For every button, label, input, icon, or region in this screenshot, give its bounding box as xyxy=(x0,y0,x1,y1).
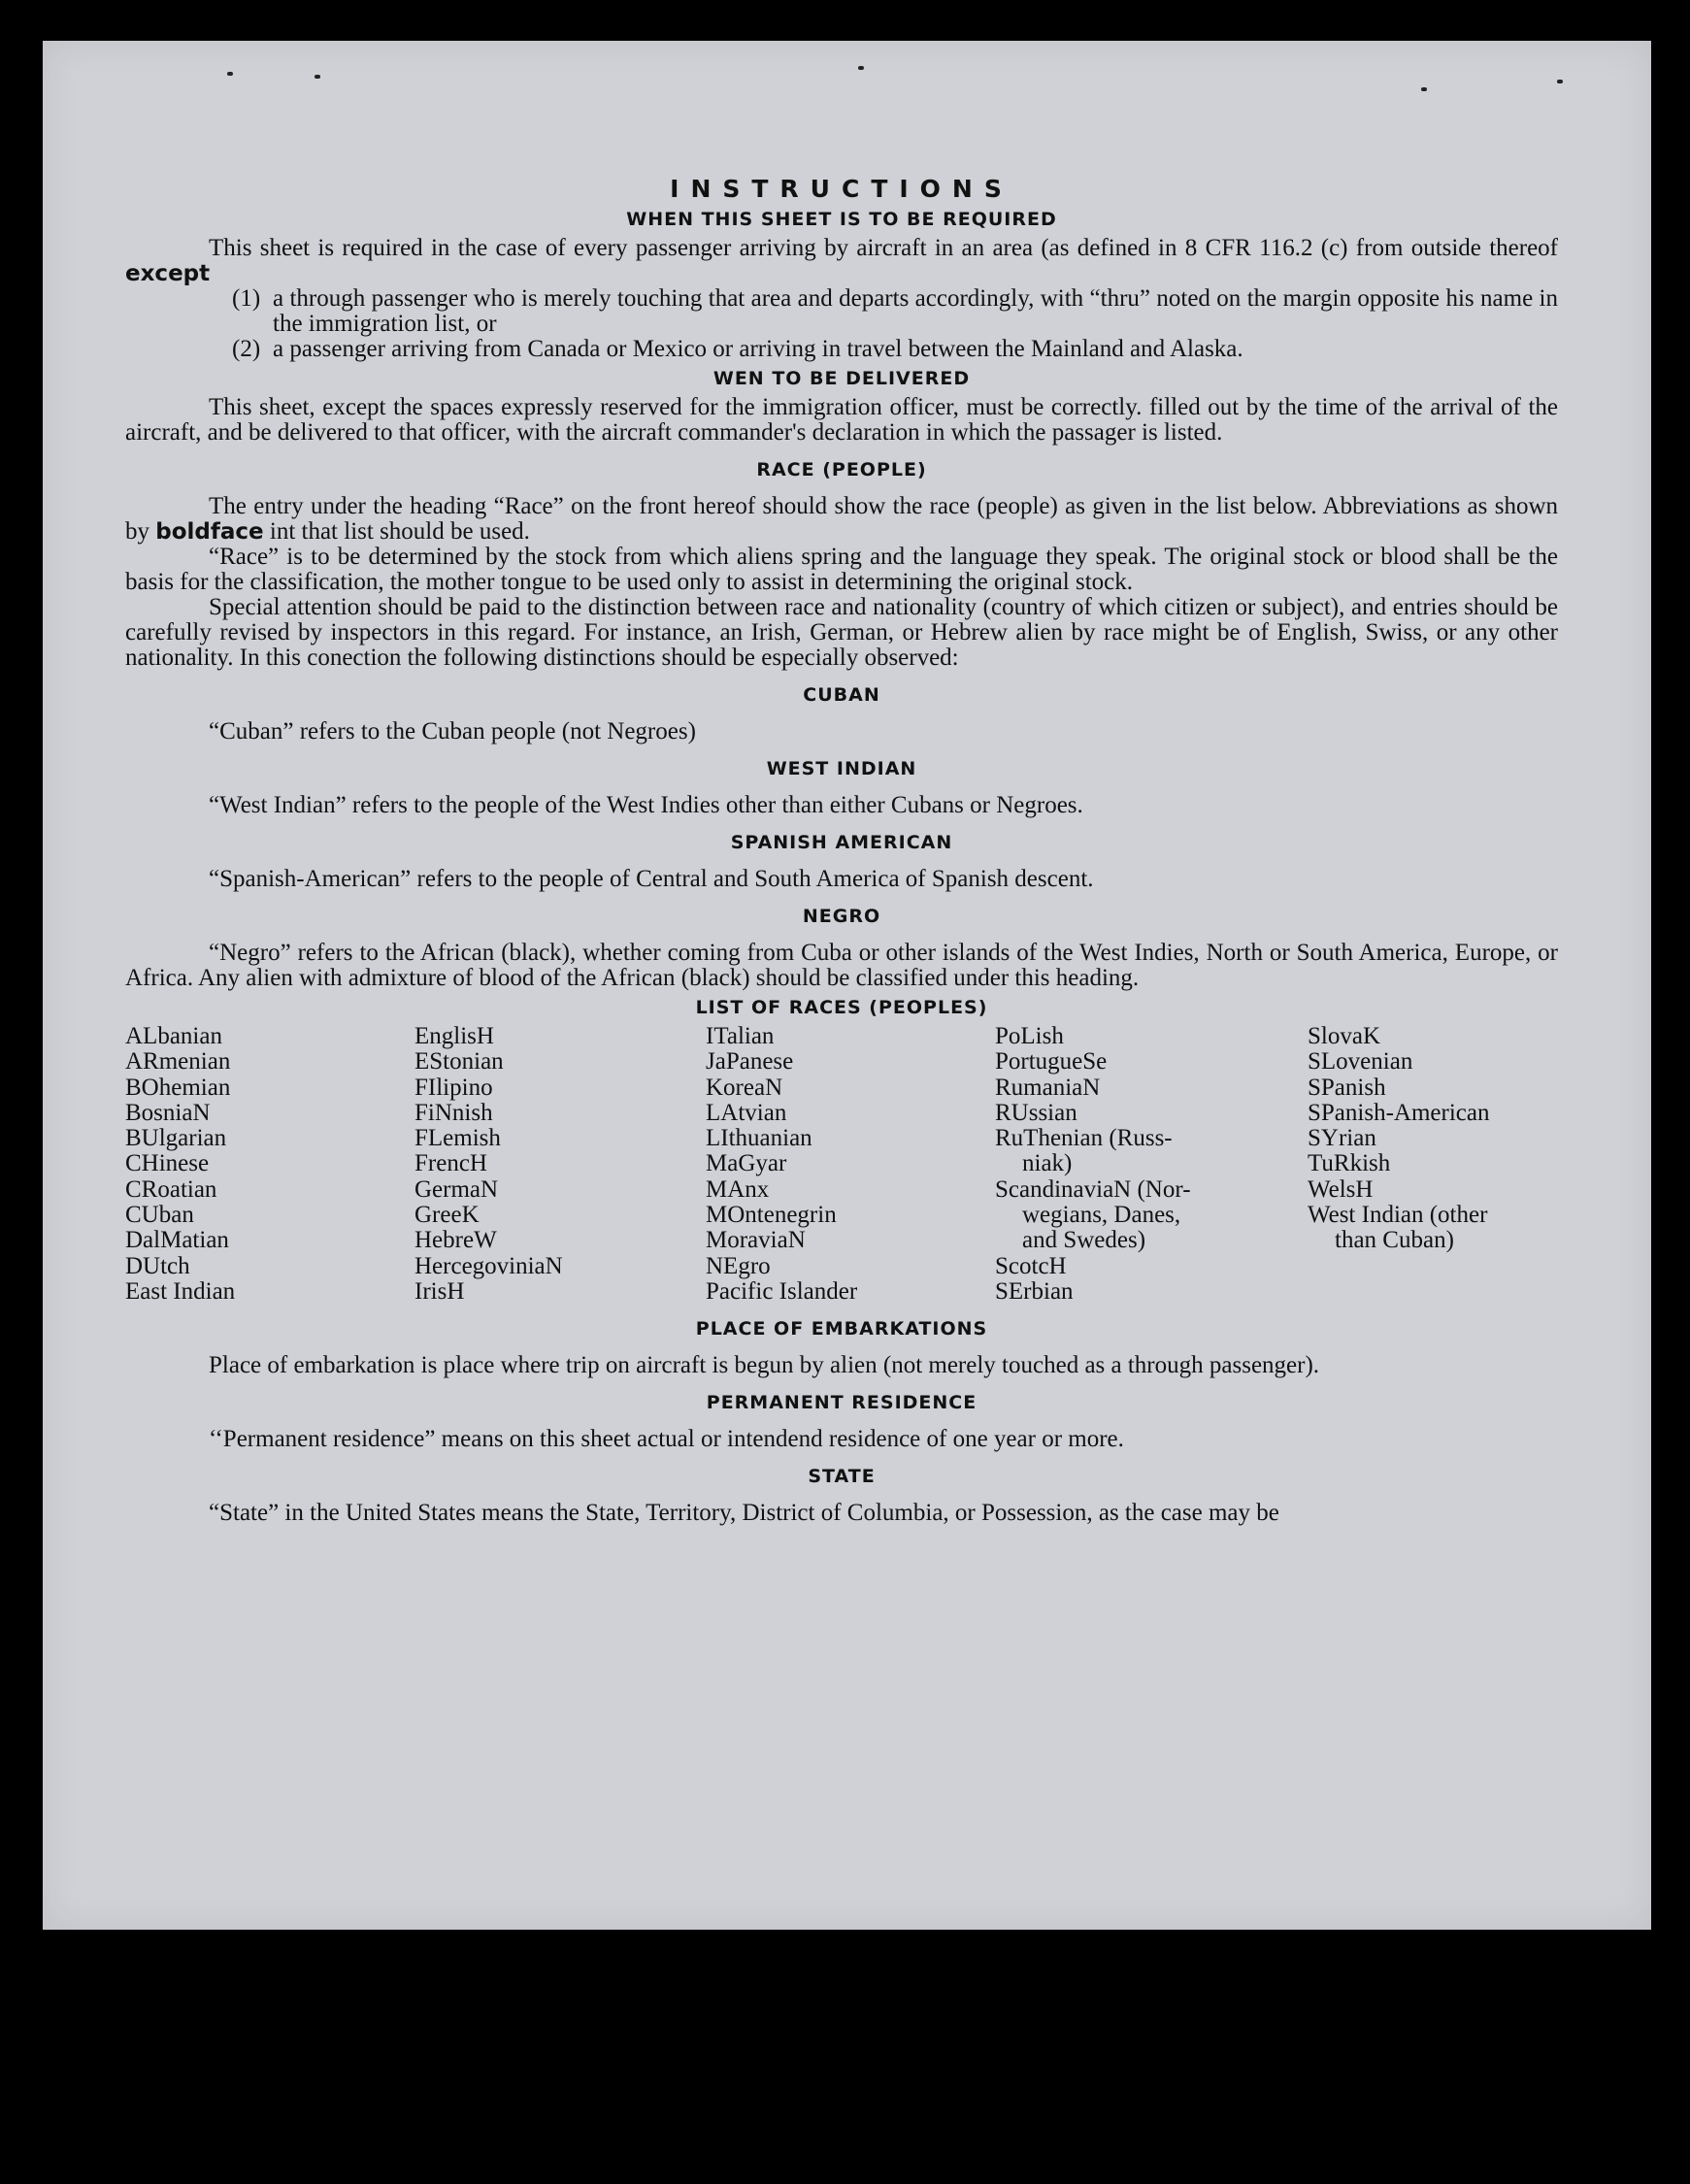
list-item: SErbian xyxy=(995,1277,1074,1305)
races-column-4 xyxy=(995,1024,1308,1305)
list-item: FrencH xyxy=(414,1150,487,1177)
list-item: BUlgarian xyxy=(125,1125,227,1152)
list-item: than Cuban) xyxy=(1335,1227,1454,1254)
document-sheet xyxy=(43,41,1651,1930)
list-item: CUban xyxy=(125,1202,194,1229)
list-item: PoLish xyxy=(995,1023,1064,1049)
heading-required: WHEN THIS SHEET IS TO BE REQUIRED xyxy=(626,209,1057,230)
list-item: HercegoviniaN xyxy=(414,1252,563,1279)
list-item: GermaN xyxy=(414,1175,499,1203)
list-item: BosniaN xyxy=(125,1099,211,1126)
race-text-c: int that list should be used. xyxy=(269,518,530,545)
scan-speck xyxy=(315,75,320,79)
list-item: RumaniaN xyxy=(995,1074,1101,1101)
list-item: SlovaK xyxy=(1308,1023,1380,1049)
race-paragraph-1 xyxy=(125,494,1558,545)
races-table xyxy=(125,1024,1558,1305)
scan-speck xyxy=(858,66,864,70)
list-item: CHinese xyxy=(125,1150,210,1177)
race-boldface: boldface xyxy=(155,519,264,545)
list-item: TuRkish xyxy=(1308,1150,1391,1177)
list-item xyxy=(125,286,1558,337)
list-item: WelsH xyxy=(1308,1175,1374,1203)
list-item: West Indian (other xyxy=(1308,1202,1488,1229)
heading-list-of-races: LIST OF RACES (PEOPLES) xyxy=(695,997,988,1018)
list-item: ITalian xyxy=(706,1023,775,1049)
list-item: ARmenian xyxy=(125,1048,231,1075)
negro-paragraph: “Negro” refers to the African (black), whether coming from Cuba or other islands of the West Indies, North or South America, Europe, or Africa. Any alien with admixture of blood of the African (black) should be classified under this heading. xyxy=(125,940,1558,991)
list-item: MOntenegrin xyxy=(706,1202,837,1229)
residence-paragraph: ‘‘Permanent residence” means on this sheet actual or intendend residence of one year or more. xyxy=(209,1426,1124,1453)
heading-west-indian: WEST INDIAN xyxy=(766,758,917,779)
list-item: RuThenian (Russ- xyxy=(995,1125,1173,1152)
heading-race: RACE (PEOPLE) xyxy=(756,459,927,480)
list-item: and Swedes) xyxy=(1022,1227,1146,1254)
list-item: SPanish xyxy=(1308,1074,1386,1101)
required-text: This sheet is required in the case of every passenger arriving by aircraft in an area (as defined in 8 CFR 116.2 (c) from outside thereof xyxy=(209,235,1558,261)
races-column-1 xyxy=(125,1024,414,1305)
races-column-5 xyxy=(1308,1024,1558,1305)
race-paragraph-3: Special attention should be paid to the distinction between race and nationality (country of which citizen or subject), and entries should be carefully revised by inspectors in this regard. For instance, an Irish, German, or Hebrew alien by race might be of English, Swiss, or any other nationality. In this conection the following distinctions should be especially observed: xyxy=(125,594,1558,671)
list-item: EStonian xyxy=(414,1048,504,1075)
list-item xyxy=(125,337,1558,362)
west-indian-paragraph: “West Indian” refers to the people of the West Indies other than either Cubans or Negroes. xyxy=(209,792,1083,818)
list-item: HebreW xyxy=(414,1227,497,1254)
state-paragraph: “State” in the United States means the State, Territory, District of Columbia, or Possession, as the case may be xyxy=(209,1500,1279,1527)
list-item: MaGyar xyxy=(706,1150,787,1177)
required-paragraph xyxy=(125,236,1558,286)
list-item: PortugueSe xyxy=(995,1048,1108,1075)
list-item: MoraviaN xyxy=(706,1227,806,1254)
page-title: INSTRUCTIONS xyxy=(670,175,1013,203)
list-item: niak) xyxy=(1022,1150,1073,1177)
required-except: except xyxy=(125,261,211,286)
list-item: East Indian xyxy=(125,1277,236,1305)
races-column-2 xyxy=(414,1024,706,1305)
heading-state: STATE xyxy=(808,1466,876,1488)
list-item: EnglisH xyxy=(414,1023,494,1049)
races-column-3 xyxy=(706,1024,995,1305)
list-item: SLovenian xyxy=(1308,1048,1413,1075)
list-item: NEgro xyxy=(706,1252,771,1279)
heading-embarkation: PLACE OF EMBARKATIONS xyxy=(695,1318,988,1340)
heading-delivered: WEN TO BE DELIVERED xyxy=(712,368,971,389)
list-item: CRoatian xyxy=(125,1175,217,1203)
heading-spanish-american: SPANISH AMERICAN xyxy=(730,832,953,853)
item-text: a passenger arriving from Canada or Mexico or arriving in travel between the Mainland and Alaska. xyxy=(273,336,1243,362)
list-item: MAnx xyxy=(706,1175,770,1203)
spanish-american-paragraph: “Spanish-American” refers to the people of Central and South America of Spanish descent. xyxy=(209,866,1094,892)
list-item: ScandinaviaN (Nor- xyxy=(995,1175,1191,1203)
item-number: (1) xyxy=(232,285,261,312)
scan-speck xyxy=(1557,80,1563,83)
list-item: Pacific Islander xyxy=(706,1277,858,1305)
list-item: KoreaN xyxy=(706,1074,783,1101)
heading-cuban: CUBAN xyxy=(803,684,880,706)
scan-speck xyxy=(1421,87,1427,91)
embarkation-paragraph: Place of embarkation is place where trip on aircraft is begun by alien (not merely touched as a through passenger). xyxy=(209,1352,1320,1379)
cuban-paragraph: “Cuban” refers to the Cuban people (not Negroes) xyxy=(209,718,696,745)
list-item: RUssian xyxy=(995,1099,1077,1126)
list-item: BOhemian xyxy=(125,1074,231,1101)
list-item: ScotcH xyxy=(995,1252,1067,1279)
list-item: ALbanian xyxy=(125,1023,222,1049)
list-item: IrisH xyxy=(414,1277,465,1305)
list-item: SYrian xyxy=(1308,1125,1376,1152)
list-item: FiNnish xyxy=(414,1099,493,1126)
list-item: DalMatian xyxy=(125,1227,229,1254)
list-item: JaPanese xyxy=(706,1048,794,1075)
list-item: SPanish-American xyxy=(1308,1099,1490,1126)
instructions-content xyxy=(125,175,1558,1526)
list-item: FLemish xyxy=(414,1125,501,1152)
list-item: LIthuanian xyxy=(706,1125,812,1152)
list-item: FIlipino xyxy=(414,1074,493,1101)
delivered-paragraph: This sheet, except the spaces expressly reserved for the immigration officer, must be correctly. filled out by the time of the arrival of the aircraft, and be delivered to that officer, with the aircraft commander's declaration in which the passager is listed. xyxy=(125,394,1558,446)
scan-speck xyxy=(227,72,233,76)
item-number: (2) xyxy=(232,336,261,362)
heading-permanent-residence: PERMANENT RESIDENCE xyxy=(706,1392,978,1414)
race-paragraph-2: “Race” is to be determined by the stock from which aliens spring and the language they speak. The original stock or blood shall be the basis for the classification, the mother tongue to be used only to assist in determining the original stock. xyxy=(125,544,1558,595)
list-item: GreeK xyxy=(414,1202,480,1229)
race-text-a: The entry under the heading “Race” on the front hereof should show the race (people) as given in the list below. Abbreviations as shown by xyxy=(125,493,1558,545)
heading-negro: NEGRO xyxy=(802,906,881,927)
list-item: wegians, Danes, xyxy=(1022,1202,1181,1229)
item-text: a through passenger who is merely touching that area and departs accordingly, with “thru” noted on the margin opposite his name in the immigration list, or xyxy=(273,285,1558,337)
list-item: DUtch xyxy=(125,1252,190,1279)
list-item: LAtvian xyxy=(706,1099,787,1126)
